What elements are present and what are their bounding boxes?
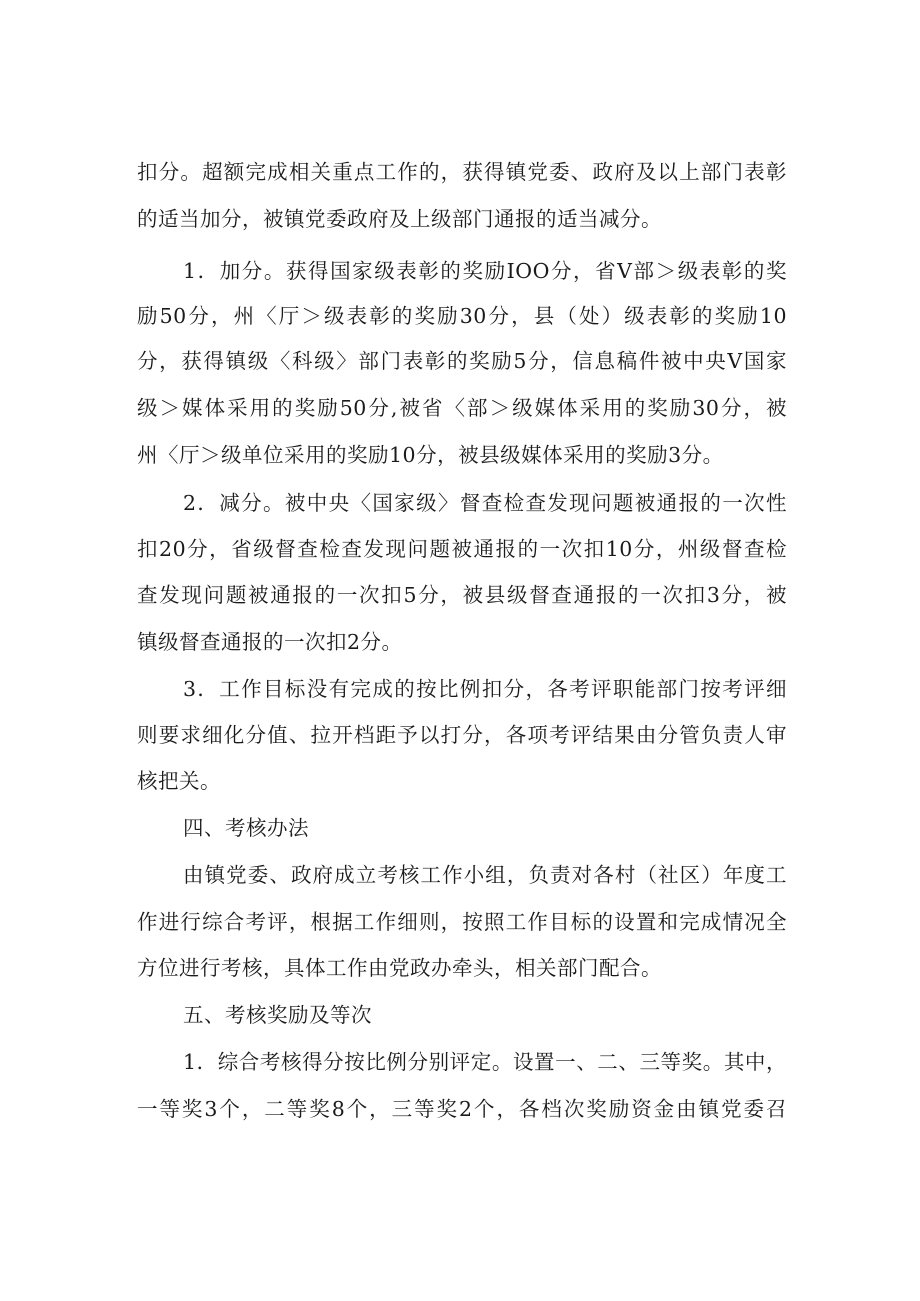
text-line: 州〈厅＞级单位采用的奖励10分，被县级媒体采用的奖励3分。 (137, 443, 724, 467)
text-line: 2．减分。被中央〈国家级〉督查检查发现问题被通报的一次性 (183, 491, 787, 515)
text-line: 查发现问题被通报的一次扣5分，被县级督查通报的一次扣3分，被 (137, 583, 787, 607)
text-line: 的适当加分，被镇党委政府及上级部门通报的适当减分。 (137, 207, 662, 231)
text-line: 一等奖3个，二等奖8个，三等奖2个，各档次奖励资金由镇党委召 (137, 1097, 787, 1121)
text-line: 方位进行考核，具体工作由党政办牵头，相关部门配合。 (137, 956, 662, 980)
text-line: 扣分。超额完成相关重点工作的，获得镇党委、政府及以上部门表彰 (137, 160, 787, 184)
text-line: 1．加分。获得国家级表彰的奖励IOO分，省V部＞级表彰的奖 (183, 259, 787, 283)
text-line: 作进行综合考评，根据工作细则，按照工作目标的设置和完成情况全 (137, 910, 787, 934)
section-heading: 四、考核办法 (183, 816, 309, 840)
text-line: 分，获得镇级〈科级〉部门表彰的奖励5分，信息稿件被中央V国家 (137, 349, 787, 373)
text-line: 由镇党委、政府成立考核工作小组，负责对各村（社区）年度工 (183, 863, 787, 887)
text-line: 级＞媒体采用的奖励50分,被省〈部＞级媒体采用的奖励30分，被 (137, 396, 787, 420)
text-line: 镇级督查通报的一次扣2分。 (137, 630, 403, 654)
text-line: 核把关。 (137, 769, 221, 793)
text-line: 扣20分，省级督查检查发现问题被通报的一次扣10分，州级督查检 (137, 537, 787, 561)
text-line: 励50分，州〈厅＞级表彰的奖励30分，县（处）级表彰的奖励10 (137, 304, 787, 328)
text-line: 1．综合考核得分按比例分别评定。设置一、二、三等奖。其中， (183, 1050, 787, 1074)
section-heading: 五、考核奖励及等次 (183, 1003, 372, 1027)
text-line: 则要求细化分值、拉开档距予以打分，各项考评结果由分管负责人审 (137, 723, 787, 747)
text-line: 3．工作目标没有完成的按比例扣分，各考评职能部门按考评细 (183, 677, 787, 701)
